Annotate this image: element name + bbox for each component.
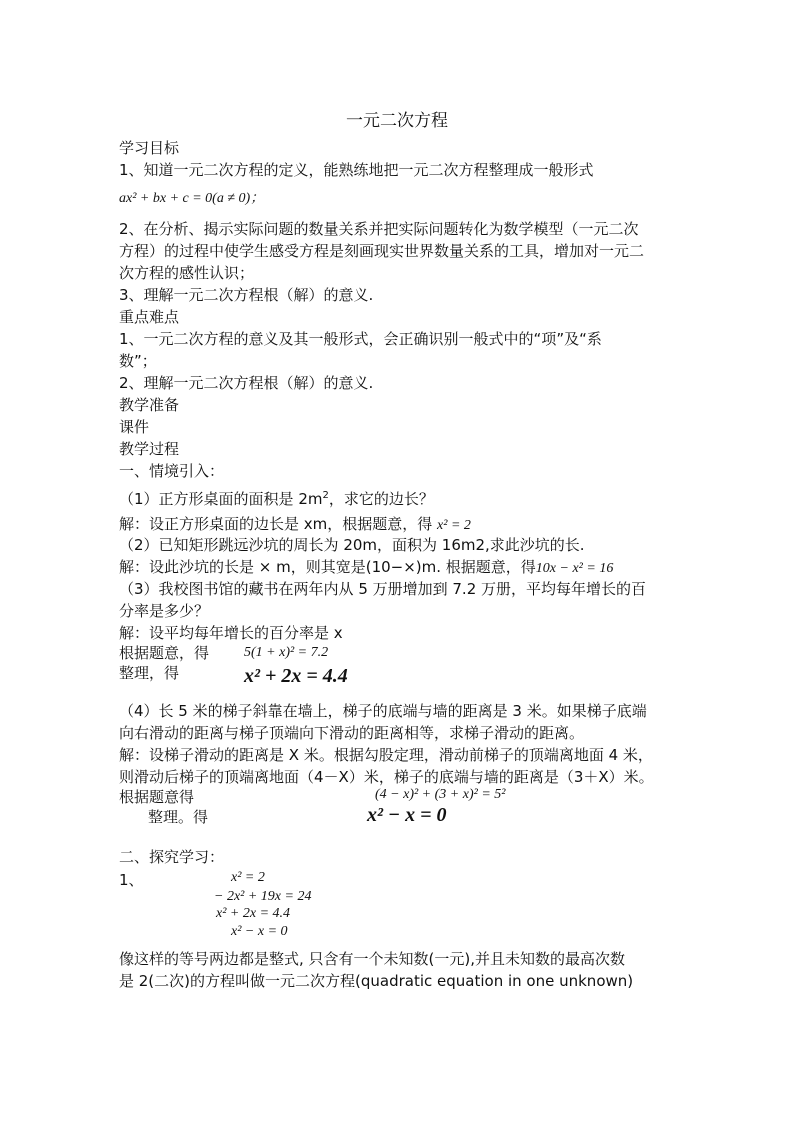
heading-learning-objectives: 学习目标 [119,139,180,157]
objective-3: 3、理解一元二次方程根（解）的意义. [119,286,374,304]
definition-line-1: 像这样的等号两边都是整式, 只含有一个未知数(一元),并且未知数的最高次数 [119,950,626,968]
equation-4: (4 − x)² + (3 + x)² = 5² [375,787,506,802]
section-exploration: 二、探究学习： [119,848,225,866]
general-form-formula: ax² + bx + c = 0(a ≠ 0)； [119,191,265,206]
solution-3: 解：设平均每年增长的百分率是 x [119,624,343,642]
solution-3-simplify-label: 整理，得 [119,664,180,682]
problem-3-line-1: （3）我校图书馆的藏书在两年内从 5 万册增加到 7.2 万册，平均每年增长的百 [119,580,647,598]
solution-4-line-1: 解：设梯子滑动的距离是 X 米。根据勾股定理，滑动前梯子的顶端离地面 4 米， [119,746,653,764]
objective-1: 1、知道一元二次方程的定义，能熟练地把一元二次方程整理成一般形式 [119,161,594,179]
example-equation-2: − 2x² + 19x = 24 [214,889,312,904]
solution-2 [119,556,613,580]
problem-1-text: （1）正方形桌面的面积是 2m [119,490,323,508]
problem-4-line-1: （4）长 5 米的梯子斜靠在墙上，梯子的底端与墙的距离是 3 米。如果梯子底端 [119,702,647,720]
solution-4-simplify-label: 整理。得 [148,808,209,826]
equation-1: x² = 2 [437,518,471,533]
problem-1-exponent: 2 [322,490,329,501]
objective-2-line-2: 方程）的过程中使学生感受方程是刻画现实世界数量关系的工具，增加对一元二 [119,242,645,260]
problem-1 [119,485,434,510]
equation-4-simplified: x² − x = 0 [367,804,447,826]
example-equation-1: x² = 2 [231,870,265,885]
equation-3: 5(1 + x)² = 7.2 [244,645,329,660]
equation-2: 10x − x² = 16 [535,561,614,576]
heading-teaching-prep: 教学准备 [119,396,180,414]
solution-4-setup-label: 根据题意得 [119,788,195,806]
solution-3-setup-label: 根据题意，得 [119,644,210,662]
key-point-1-line-2: 数”； [119,352,157,370]
problem-1-question: ，求它的边长？ [328,490,434,508]
equation-3-simplified: x² + 2x = 4.4 [244,665,348,687]
heading-key-points: 重点难点 [119,308,180,326]
objective-2-line-1: 2、在分析、揭示实际问题的数量关系并把实际问题转化为数学模型（一元二次 [119,220,639,238]
solution-1-text: 解：设正方形桌面的边长是 xm，根据题意，得 [119,515,438,533]
problem-2: （2）已知矩形跳远沙坑的周长为 20m，面积为 16m2,求此沙坑的长. [119,536,585,554]
example-equation-4: x² − x = 0 [231,924,288,939]
exploration-item-1: 1、 [119,871,144,889]
section-intro: 一、情境引入： [119,462,225,480]
key-point-1-line-1: 1、一元二次方程的意义及其一般形式，会正确识别一般式中的“项”及“系 [119,330,602,348]
objective-2-line-3: 次方程的感性认识； [119,264,255,282]
page-title: 一元二次方程 [346,111,448,131]
solution-4-line-2: 则滑动后梯子的顶端离地面（4－X）米，梯子的底端与墙的距离是（3＋X）米。 [119,768,654,786]
definition-line-2: 是 2(二次)的方程叫做一元二次方程(quadratic equation in one unknown) [119,972,634,990]
prep-courseware: 课件 [119,418,150,436]
heading-teaching-process: 教学过程 [119,440,180,458]
solution-2-text: 解：设此沙坑的长是 × m，则其宽是(10−×)m. 根据题意，得 [119,558,536,576]
problem-4-line-2: 向右滑动的距离与梯子顶端向下滑动的距离相等，求梯子滑动的距离。 [119,724,585,742]
key-point-2: 2、理解一元二次方程根（解）的意义. [119,374,374,392]
example-equation-3: x² + 2x = 4.4 [216,906,291,921]
problem-3-line-2: 分率是多少？ [119,602,210,620]
